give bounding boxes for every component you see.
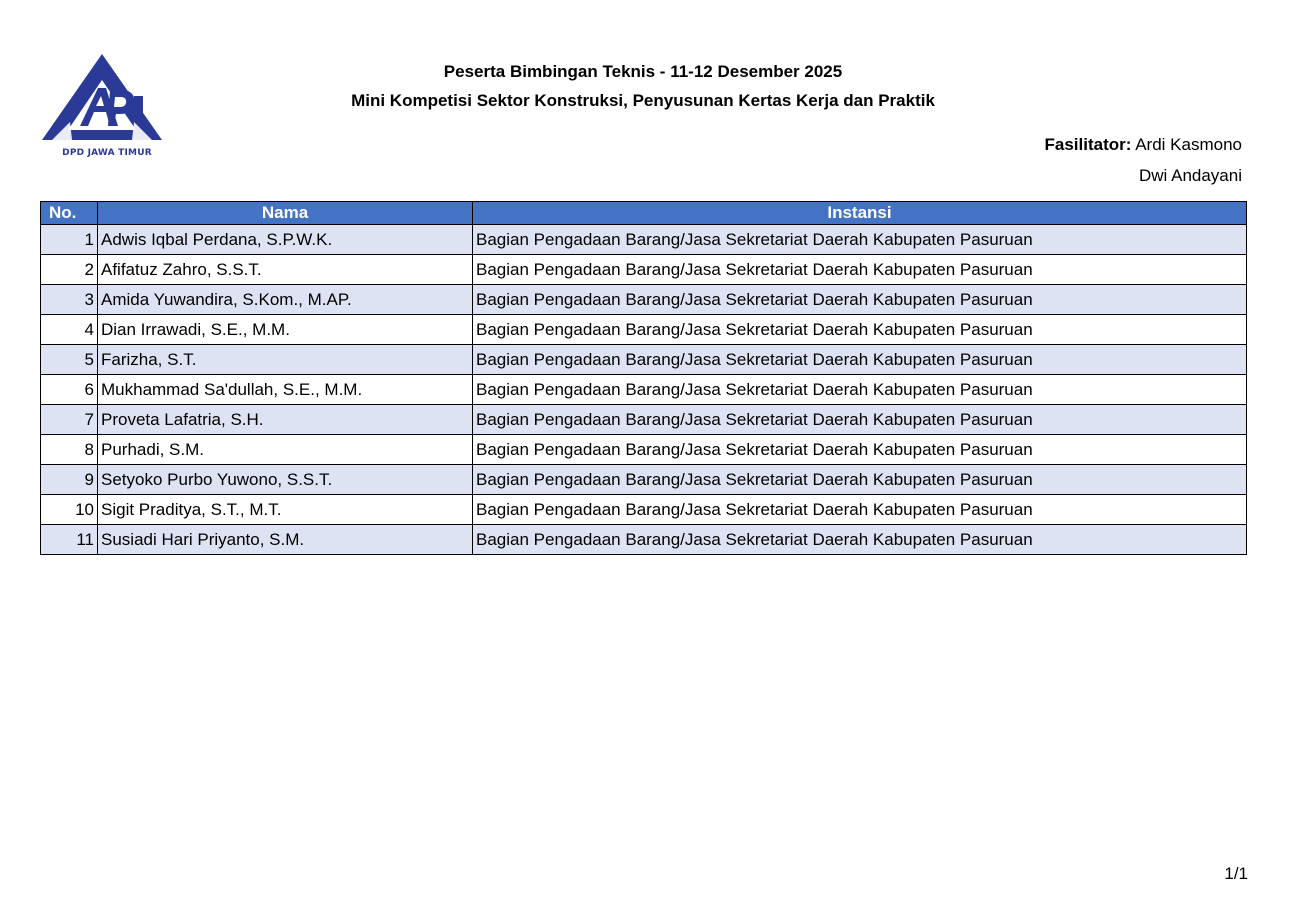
table-row: [41, 375, 1247, 405]
cell-no: 9: [41, 465, 98, 495]
cell-instansi: Bagian Pengadaan Barang/Jasa Sekretariat Daerah Kabupaten Pasuruan: [473, 315, 1247, 345]
table-row: [41, 465, 1247, 495]
cell-instansi: Bagian Pengadaan Barang/Jasa Sekretariat Daerah Kabupaten Pasuruan: [473, 525, 1247, 555]
cell-nama: Purhadi, S.M.: [98, 435, 473, 465]
cell-instansi: Bagian Pengadaan Barang/Jasa Sekretariat Daerah Kabupaten Pasuruan: [473, 225, 1247, 255]
table-row: [41, 435, 1247, 465]
facilitator-name-2: Dwi Andayani: [1138, 166, 1242, 185]
table-row: [41, 225, 1247, 255]
cell-nama: Setyoko Purbo Yuwono, S.S.T.: [98, 465, 473, 495]
cell-nama: Susiadi Hari Priyanto, S.M.: [98, 525, 473, 555]
cell-nama: Dian Irrawadi, S.E., M.M.: [98, 315, 473, 345]
facilitator-label: Fasilitator:: [1044, 135, 1132, 154]
document-title: Peserta Bimbingan Teknis - 11-12 Desember 2025: [443, 62, 843, 81]
table-row: [41, 315, 1247, 345]
table-header-row: [41, 202, 1247, 225]
facilitator-line: [1045, 135, 1242, 155]
cell-no: 7: [41, 405, 98, 435]
cell-instansi: Bagian Pengadaan Barang/Jasa Sekretariat Daerah Kabupaten Pasuruan: [473, 405, 1247, 435]
table-row: [41, 285, 1247, 315]
document-subtitle: Mini Kompetisi Sektor Konstruksi, Penyusunan Kertas Kerja dan Praktik: [351, 91, 935, 110]
cell-instansi: Bagian Pengadaan Barang/Jasa Sekretariat Daerah Kabupaten Pasuruan: [473, 255, 1247, 285]
cell-no: 3: [41, 285, 98, 315]
page-number: 1/1: [1224, 864, 1248, 883]
cell-nama: Amida Yuwandira, S.Kom., M.AP.: [98, 285, 473, 315]
table-row: [41, 405, 1247, 435]
cell-no: 11: [41, 525, 98, 555]
cell-instansi: Bagian Pengadaan Barang/Jasa Sekretariat Daerah Kabupaten Pasuruan: [473, 465, 1247, 495]
cell-nama: Farizha, S.T.: [98, 345, 473, 375]
api-triangle-logo-icon: [40, 52, 174, 152]
column-header-no: No.: [41, 202, 98, 225]
logo-caption: DPD JAWA TIMUR: [62, 148, 152, 158]
participant-table: [40, 201, 1247, 555]
cell-instansi: Bagian Pengadaan Barang/Jasa Sekretariat Daerah Kabupaten Pasuruan: [473, 495, 1247, 525]
cell-instansi: Bagian Pengadaan Barang/Jasa Sekretariat Daerah Kabupaten Pasuruan: [473, 285, 1247, 315]
facilitator-name-1: Ardi Kasmono: [1135, 135, 1242, 154]
cell-nama: Sigit Praditya, S.T., M.T.: [98, 495, 473, 525]
cell-no: 5: [41, 345, 98, 375]
cell-nama: Mukhammad Sa'dullah, S.E., M.M.: [98, 375, 473, 405]
cell-no: 1: [41, 225, 98, 255]
column-header-nama: Nama: [98, 202, 473, 225]
cell-no: 4: [41, 315, 98, 345]
cell-nama: Afifatuz Zahro, S.S.T.: [98, 255, 473, 285]
cell-instansi: Bagian Pengadaan Barang/Jasa Sekretariat Daerah Kabupaten Pasuruan: [473, 375, 1247, 405]
column-header-instansi: Instansi: [473, 202, 1247, 225]
cell-no: 2: [41, 255, 98, 285]
table-row: [41, 345, 1247, 375]
cell-instansi: Bagian Pengadaan Barang/Jasa Sekretariat Daerah Kabupaten Pasuruan: [473, 435, 1247, 465]
cell-nama: Proveta Lafatria, S.H.: [98, 405, 473, 435]
cell-no: 6: [41, 375, 98, 405]
cell-no: 8: [41, 435, 98, 465]
table-row: [41, 495, 1247, 525]
cell-nama: Adwis Iqbal Perdana, S.P.W.K.: [98, 225, 473, 255]
table-row: [41, 525, 1247, 555]
table-row: [41, 255, 1247, 285]
cell-instansi: Bagian Pengadaan Barang/Jasa Sekretariat Daerah Kabupaten Pasuruan: [473, 345, 1247, 375]
cell-no: 10: [41, 495, 98, 525]
organization-logo: [40, 52, 174, 160]
